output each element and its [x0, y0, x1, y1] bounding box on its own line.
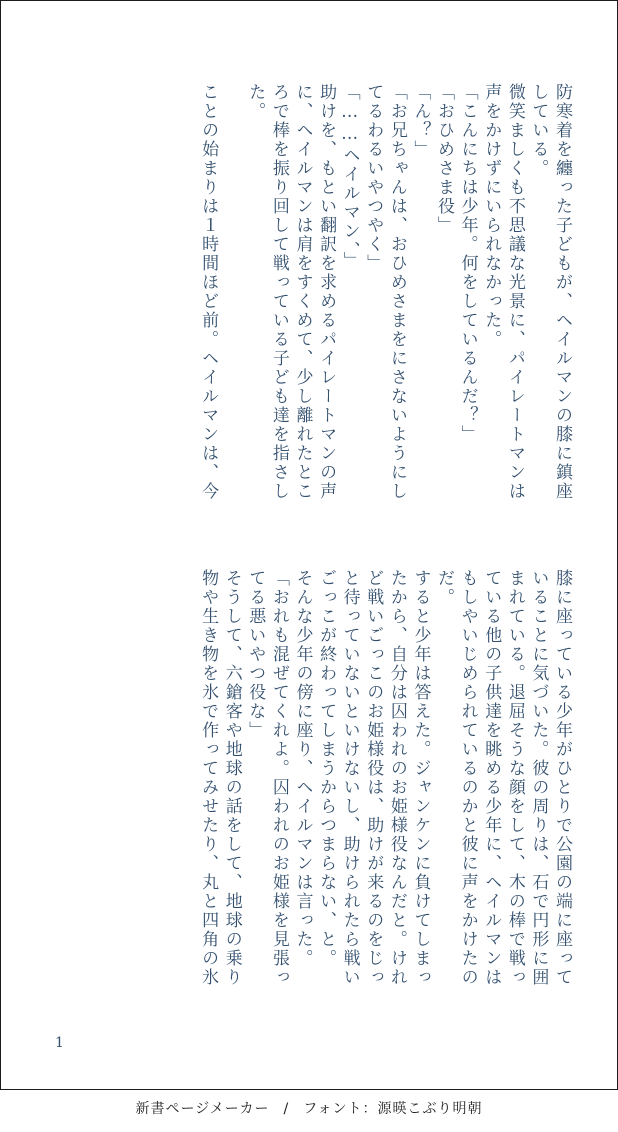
text-column: 助けを、もとい翻訳を求めるパイレートマンの声	[316, 83, 337, 501]
text-column: ことの始まりは１時間ほど前。ヘイルマンは、今	[198, 83, 219, 501]
blank-column	[219, 83, 243, 511]
text-column: 物や生き物を氷で作ってみせたり、丸と四角の氷	[198, 569, 219, 987]
text-column: そうして、六鎗客や地球の話をして、地球の乗り	[221, 569, 242, 987]
text-column: 微笑ましくも不思議な光景に、パイレートマンは	[504, 83, 525, 501]
font-credit: フォント：源暎こぶり明朝	[303, 1101, 483, 1117]
page-number: 1	[55, 1035, 64, 1051]
text-column: に、ヘイルマンは肩をすくめて、少し離れたとこ	[292, 83, 313, 501]
text-column: たから、自分は囚われのお姫様役なんだと。けれ	[386, 569, 407, 987]
text-column: 「お兄ちゃんは、おひめさまをにさないようにし	[386, 83, 407, 501]
text-block-lower	[53, 569, 573, 1009]
maker-name: 新書ページメーカー	[135, 1101, 270, 1117]
text-column: 「おれも混ぜてくれよ。囚われのお姫様を見張っ	[268, 569, 289, 987]
text-column: ている他の子供達を眺める少年に、ヘイルマンは	[481, 569, 502, 987]
text-column: てる悪いやつ役な」	[245, 569, 266, 740]
text-column: だ。	[434, 569, 455, 607]
text-column: 「ん？」	[410, 83, 431, 159]
text-column: 膝に座っている少年がひとりで公園の端に座って	[552, 569, 572, 987]
footer-separator: /	[283, 1101, 290, 1117]
text-column: 防寒着を纏った子どもが、ヘイルマンの膝に鎮座	[552, 83, 572, 501]
text-column: と待っていないといけないし、助けられたら戦い	[339, 569, 360, 987]
text-column: ろで棒を振り回して戦っている子ども達を指さし	[268, 83, 289, 501]
text-block-upper	[53, 83, 573, 511]
text-column: もしやいじめられているのかと彼に声をかけたの	[457, 569, 478, 987]
text-column: 「こんにちは少年。何をしているんだ？」	[457, 83, 478, 444]
text-column: ごっこが終わってしまうからつまらない、と。	[316, 569, 337, 968]
text-column: している。	[528, 83, 549, 178]
text-column: 「おひめさま役」	[434, 83, 455, 235]
text-column: 声をかけずにいられなかった。	[481, 83, 502, 349]
text-column: た。	[245, 83, 266, 121]
footer-credit	[0, 1098, 618, 1118]
text-column: ど戦いごっこのお姫様役は、助けが来るのをじっ	[363, 569, 384, 987]
text-column: そんな少年の傍に座り、ヘイルマンは言った。	[292, 569, 313, 968]
text-column: いることに気づいた。彼の周りは、石で円形に囲	[528, 569, 549, 987]
text-column: まれている。退屈そうな顔をして、木の棒で戦っ	[504, 569, 525, 987]
text-column: すると少年は答えた。ジャンケンに負けてしまっ	[410, 569, 431, 987]
text-column: 「……ヘイルマン、」	[339, 83, 360, 271]
text-column: てるわるいやつやく」	[363, 83, 384, 273]
